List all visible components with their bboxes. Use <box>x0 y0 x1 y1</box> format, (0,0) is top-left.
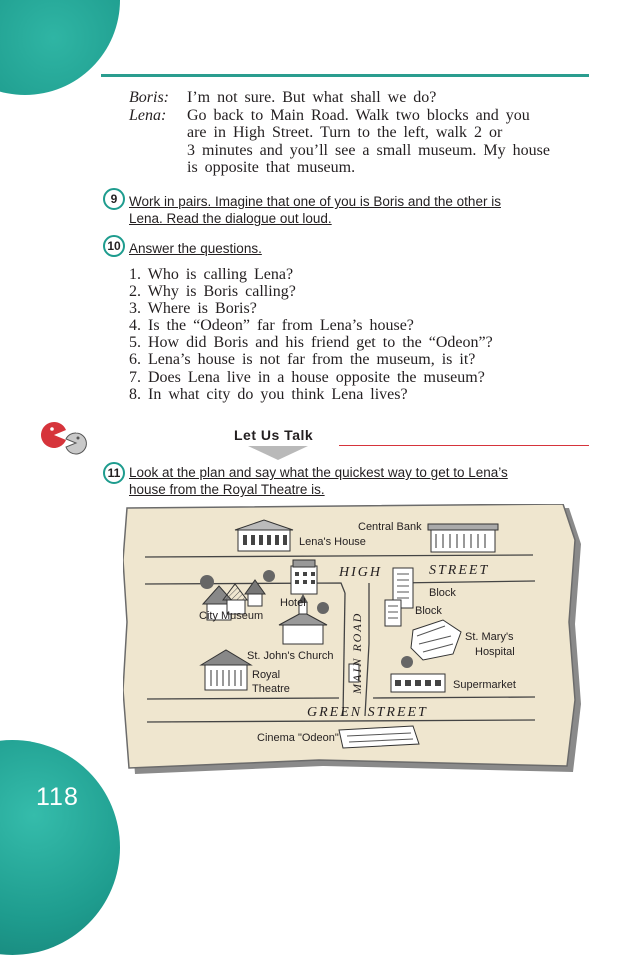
exercise-10-number: 10 <box>103 235 125 257</box>
question-list <box>129 266 493 403</box>
exercise-9-number: 9 <box>103 188 125 210</box>
speech-boris <box>187 89 591 107</box>
label-hotel: Hotel <box>280 597 306 609</box>
speech-line: 3 minutes and you’ll see a small museum. My house <box>187 141 550 159</box>
speech-bubbles-icon <box>40 420 92 456</box>
question-item: 3. Where is Boris? <box>129 300 257 318</box>
section-title: Let Us Talk <box>234 427 314 443</box>
label-st-marys-1: St. Mary's <box>465 631 514 643</box>
label-lenas-house: Lena's House <box>299 536 366 548</box>
page-number: 118 <box>36 783 79 811</box>
exercise-9-instruction <box>129 193 501 227</box>
label-city-museum: City Museum <box>199 610 264 622</box>
supermarket-building <box>391 674 445 692</box>
dialogue <box>129 89 591 177</box>
label-central-bank: Central Bank <box>358 521 422 533</box>
question-item: 6. Lena’s house is not far from the museum, is it? <box>129 351 476 369</box>
dialogue-line-boris <box>129 89 591 107</box>
dialogue-line-lena <box>129 107 591 177</box>
question-item: 7. Does Lena live in a house opposite the museum? <box>129 368 485 386</box>
speech-line: Go back to Main Road. Walk two blocks and you <box>187 106 530 124</box>
question-item: 8. In what city do you think Lena lives? <box>129 385 408 403</box>
question-item: 5. How did Boris and his friend get to the “Odeon”? <box>129 334 493 352</box>
question-item: 1. Who is calling Lena? <box>129 266 294 283</box>
cinema-odeon-building <box>339 726 419 748</box>
label-st-marys-2: Hospital <box>475 646 515 658</box>
exercise-11-number: 11 <box>103 462 125 484</box>
corner-decoration-bottom <box>0 740 120 955</box>
exercise-10-instruction <box>129 240 262 257</box>
label-block-2: Block <box>415 605 442 617</box>
speaker-boris: Boris: <box>129 89 169 106</box>
label-st-johns-church: St. John's Church <box>247 650 334 662</box>
city-plan-map <box>123 504 583 776</box>
exercise-11-instruction <box>129 464 508 498</box>
question-item: 2. Why is Boris calling? <box>129 283 296 301</box>
label-green-street: GREEN STREET <box>307 705 428 720</box>
instruction-line: Lena. Read the dialogue out loud. <box>129 211 332 226</box>
label-street-upper: STREET <box>429 563 490 578</box>
question-item: 4. Is the “Odeon” far from Lena’s house? <box>129 317 414 335</box>
label-theatre: Theatre <box>252 683 290 695</box>
label-main-road: MAIN ROAD <box>350 611 364 694</box>
label-cinema-odeon: Cinema "Odeon" <box>257 732 339 744</box>
instruction-line: Work in pairs. Imagine that one of you is Boris and the other is <box>129 194 501 209</box>
top-rule <box>101 74 589 77</box>
label-block-1: Block <box>429 587 456 599</box>
instruction-line: Look at the plan and say what the quickest way to get to Lena’s <box>129 465 508 480</box>
instruction-line: house from the Royal Theatre is. <box>129 482 325 497</box>
corner-decoration-top <box>0 0 120 95</box>
speech-line: are in High Street. Turn to the left, walk 2 or <box>187 124 503 141</box>
speech-lena <box>187 107 591 177</box>
instruction-line: Answer the questions. <box>129 241 262 256</box>
label-royal: Royal <box>252 669 281 681</box>
label-high: HIGH <box>339 565 382 580</box>
speech-line: is opposite that museum. <box>187 159 356 176</box>
speaker-lena: Lena: <box>129 106 167 124</box>
label-supermarket: Supermarket <box>453 679 516 691</box>
central-bank-building <box>428 524 498 552</box>
section-rule <box>339 445 589 446</box>
speech-line: I’m not sure. But what shall we do? <box>187 89 437 106</box>
section-arrow <box>248 446 308 460</box>
